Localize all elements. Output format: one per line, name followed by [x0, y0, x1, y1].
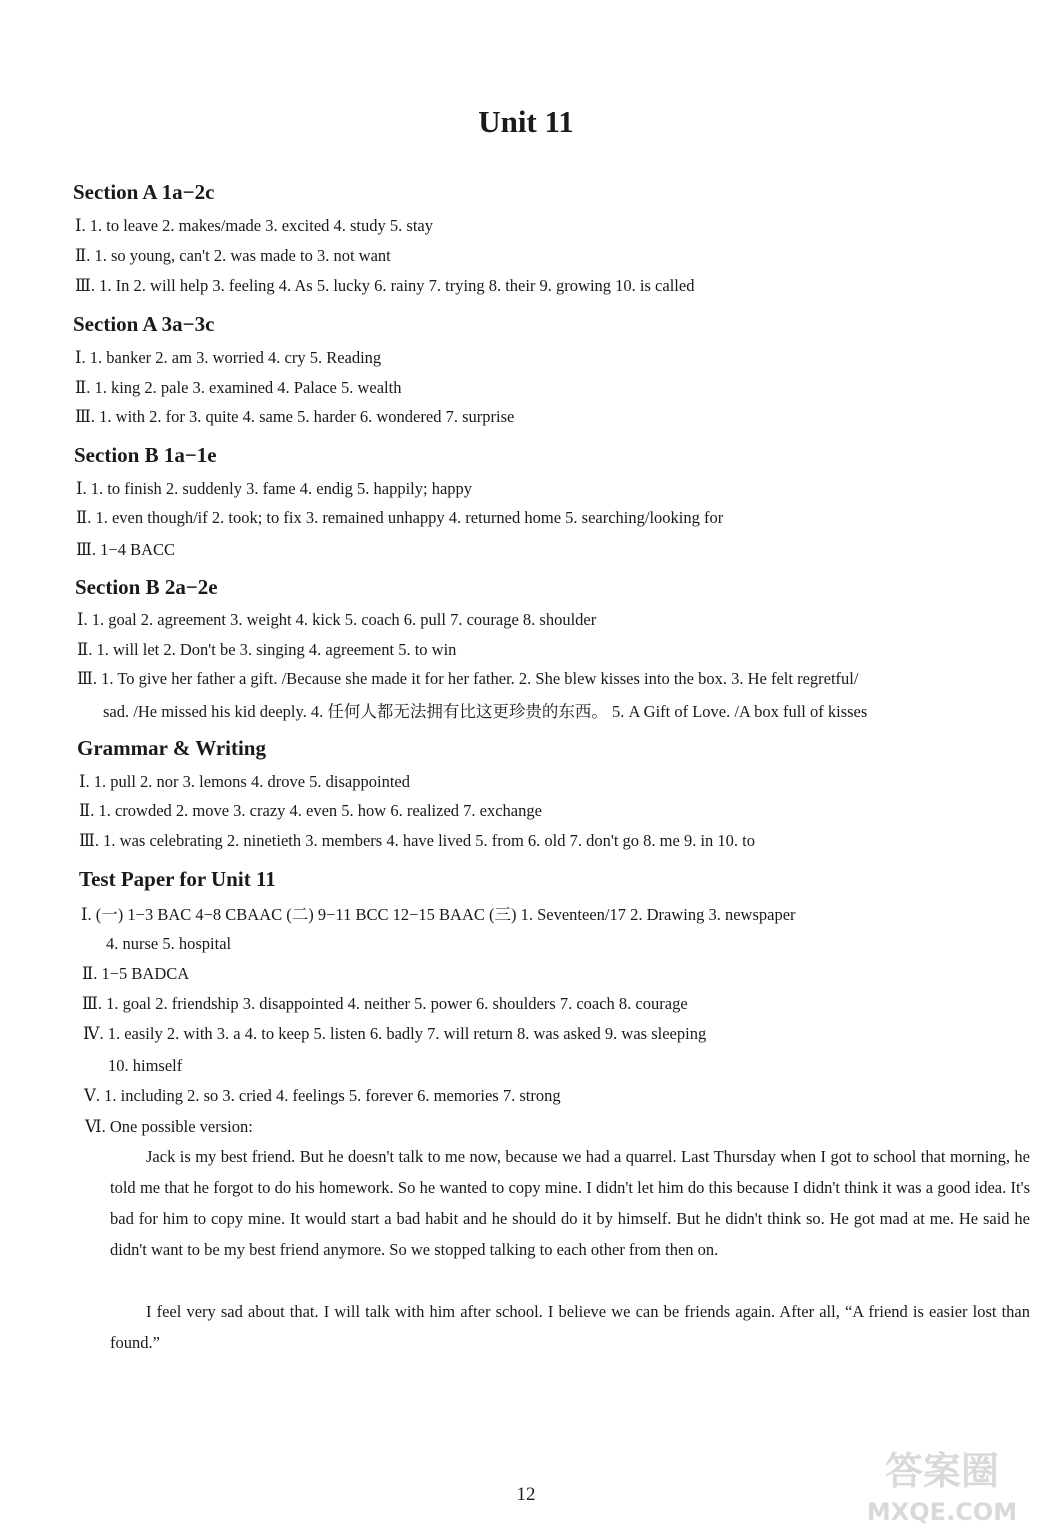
answer-line: Ⅲ. 1. In 2. will help 3. feeling 4. As 5. lucky 6. rainy 7. trying 8. their 9. growing 10. is called [75, 276, 695, 295]
answer-line: Ⅱ. 1. king 2. pale 3. examined 4. Palace 5. wealth [75, 378, 402, 397]
answer-line: Ⅲ. 1. with 2. for 3. quite 4. same 5. harder 6. wondered 7. surprise [75, 407, 515, 426]
answer-line: Ⅰ. 1. banker 2. am 3. worried 4. cry 5. Reading [75, 348, 382, 367]
answer-line: 4. nurse 5. hospital [106, 934, 232, 953]
answer-line: Ⅰ. 1. to finish 2. suddenly 3. fame 4. endig 5. happily; happy [76, 479, 473, 498]
section-heading: Section B 2a−2e [75, 575, 218, 599]
answer-line: Ⅴ. 1. including 2. so 3. cried 4. feelings 5. forever 6. memories 7. strong [84, 1086, 561, 1105]
answer-line: Ⅵ. One possible version: [85, 1117, 253, 1136]
watermark-logo [842, 1440, 1042, 1530]
answer-line: Ⅱ. 1. so young, can't 2. was made to 3. not want [75, 246, 391, 265]
answer-line: Ⅲ. 1. To give her father a gift. /Because she made it for her father. 2. She blew kisses into the box. 3. He felt regretful/ [77, 669, 859, 688]
answer-line: Ⅲ. 1. goal 2. friendship 3. disappointed 4. neither 5. power 6. shoulders 7. coach 8. courage [82, 994, 688, 1013]
watermark-top-text: 答案圈 [884, 1449, 1000, 1493]
page-title: Unit 11 [478, 104, 574, 139]
answer-line: Ⅰ. 1. goal 2. agreement 3. weight 4. kick 5. coach 6. pull 7. courage 8. shoulder [77, 610, 597, 629]
watermark-bottom-text: MXQE.COM [866, 1498, 1018, 1526]
page-number: 12 [516, 1484, 536, 1505]
section-heading: Section A 3a−3c [73, 312, 215, 336]
section-heading: Section A 1a−2c [73, 180, 215, 204]
answer-line: Ⅱ. 1−5 BADCA [82, 964, 190, 983]
answer-line: Ⅰ. 1. to leave 2. makes/made 3. excited 4. study 5. stay [75, 216, 433, 235]
answer-line: 10. himself [108, 1056, 183, 1075]
answer-line: Ⅲ. 1−4 BACC [76, 540, 176, 559]
answer-line: Ⅲ. 1. was celebrating 2. ninetieth 3. members 4. have lived 5. from 6. old 7. don't go 8. me 9. in 10. to [79, 831, 756, 850]
answer-line: sad. /He missed his kid deeply. 4. 任何人都无法拥有比这更珍贵的东西。 5. A Gift of Love. /A box full of kisses [103, 702, 868, 721]
answer-line: Ⅰ. (一) 1−3 BAC 4−8 CBAAC (二) 9−11 BCC 12−15 BAAC (三) 1. Seventeen/17 2. Drawing 3. newspaper [81, 905, 796, 924]
section-heading: Grammar & Writing [77, 736, 266, 760]
answer-line: Ⅱ. 1. crowded 2. move 3. crazy 4. even 5. how 6. realized 7. exchange [79, 801, 542, 820]
answer-line: Ⅱ. 1. will let 2. Don't be 3. singing 4. agreement 5. to win [77, 640, 457, 659]
essay-paragraph: I feel very sad about that. I will talk with him after school. I believe we can be friends again. After all, “A friend is easier lost than found.” [110, 1302, 1030, 1352]
section-heading: Section B 1a−1e [74, 443, 217, 467]
essay-paragraph: Jack is my best friend. But he doesn't talk to me now, because we had a quarrel. Last Thursday when I got to school that morning, he told me that he forgot to do his homework. So he wanted to copy mine. I didn't let him do this because I didn't think it was a good idea. It's bad for him to copy mine. It would start a bad habit and he should do it by himself. But he didn't think so. He got mad at me. He said he didn't want to be my best friend anymore. So we stopped talking to each other from then on. [110, 1147, 1030, 1259]
answer-line: Ⅰ. 1. pull 2. nor 3. lemons 4. drove 5. disappointed [79, 772, 410, 791]
answer-line: Ⅳ. 1. easily 2. with 3. a 4. to keep 5. listen 6. badly 7. will return 8. was asked 9. was sleeping [83, 1024, 707, 1043]
section-heading: Test Paper for Unit 11 [79, 867, 276, 891]
answer-line: Ⅱ. 1. even though/if 2. took; to fix 3. remained unhappy 4. returned home 5. searching/looking for [76, 508, 724, 527]
